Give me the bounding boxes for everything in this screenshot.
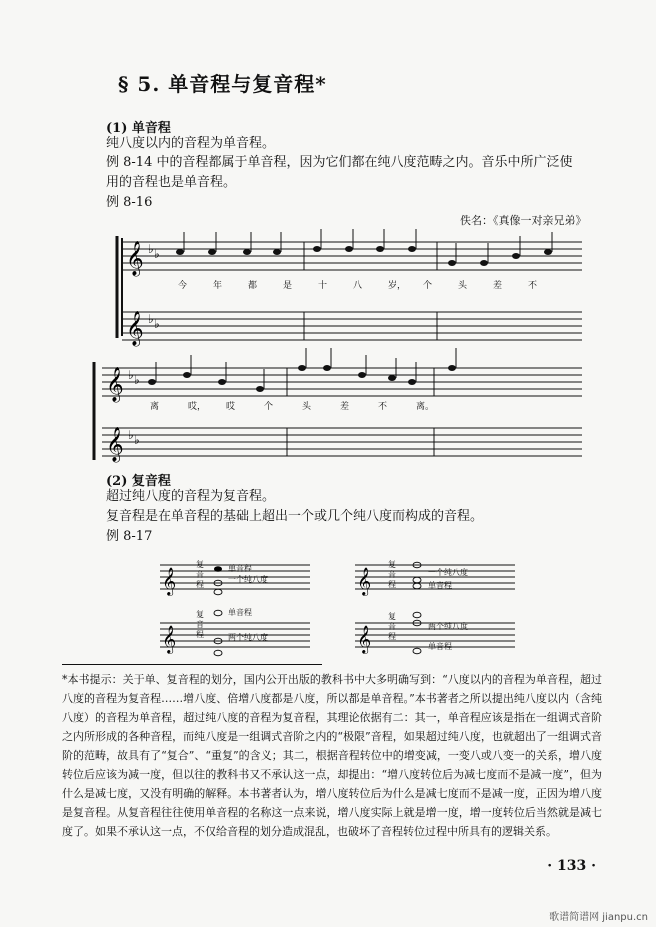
lyric-syllable: 年: [213, 281, 223, 291]
heading-compound-interval: (2) 复音程: [106, 474, 171, 489]
notehead: [358, 372, 366, 378]
svg-text:𝄞: 𝄞: [357, 567, 372, 595]
ex1-label-a: 单音程: [228, 564, 252, 573]
paragraph-simple-line1: 例 8-14 中的音程都属于单音程，因为它们都在纯八度范畴之内。音乐中所广泛使: [106, 155, 573, 170]
notehead: [148, 379, 156, 385]
footnote: *本书提示：关于单、复音程的划分，国内公开出版的教科书中大多明确写到：“八度以内的音程为单音程，超过八度的音程为复音程……增八度、倍增八度都是八度，所以都是单音程。”本书著者之所以提出纯八度以内（含纯八度）的音程为单音程，超过纯八度的音程为复音程，其理论依据有二：其一，单音程应该是指在一组调式音阶之内所形成的各种音程，而纯八度是一组调式音阶之内的“极限”音程，如果超过纯八度，也就超出了一组调式音阶的范畴，故具有了“复合”、“重复”的含义；其二，根据音程转位中的增变减，一变八或八变一的关系，增八度转位后应该为减一度，但以往的教科书又不承认这一点，却提出：“增八度转位后为减七度而不是减一度”，但为什么是减七度，又没有明确的解释。本书著者认为，增八度转位后为什么是减七度而不是减一度，正因为增八度是复音程。从复音程往往使用单音程的名称这一点来说，增八度实际上就是增一度，增一度转位后当然就是减七度了。如果不承认这一点，不仅给音程的划分造成混乱，也破坏了音程转位过程中所具有的逻辑关系。: [62, 673, 602, 838]
treble-clef-icon: 𝄞: [106, 427, 124, 462]
ex4-side-label: 复 音 程: [388, 612, 396, 641]
heading-simple-interval: (1) 单音程: [106, 121, 171, 136]
ex4-label-a: 两个纯八度: [428, 622, 468, 631]
lyric-syllable: 都: [248, 281, 258, 291]
ex3-side-label: 复 音 程: [196, 610, 204, 639]
notehead: [183, 372, 191, 378]
ex4-label-b: 单音程: [428, 642, 452, 651]
notehead: [544, 249, 552, 255]
paragraph-simple-def: 纯八度以内的音程为单音程。: [106, 136, 276, 151]
lyric-syllable: 八: [353, 281, 363, 291]
svg-text:♭: ♭: [148, 242, 154, 256]
page-number: · 133 ·: [547, 858, 596, 874]
notehead: [512, 253, 520, 259]
lyric-syllable: 个: [423, 281, 433, 291]
notehead: [208, 249, 216, 255]
score-example-8-16: [106, 228, 592, 462]
lyric-syllable: 离。: [416, 402, 435, 412]
lyric-syllable: 差: [493, 281, 503, 291]
notehead: [480, 260, 488, 266]
lyric-syllable: 哎: [226, 402, 236, 412]
lyric-syllable: 头: [302, 402, 312, 412]
watermark: 歌谱简谱网 jianpu.cn: [549, 912, 648, 923]
treble-clef-icon: 𝄞: [126, 311, 144, 346]
ex2-label-a: 一个纯八度: [428, 568, 468, 577]
notehead: [323, 365, 331, 371]
notehead: [313, 246, 321, 252]
paragraph-compound-def: 超过纯八度的音程为复音程。: [106, 489, 276, 504]
score-example-8-17: [160, 555, 600, 665]
lyric-syllable: 岁，: [388, 281, 407, 291]
notehead: [298, 365, 306, 371]
lyric-syllable: 离: [150, 402, 160, 412]
lyric-syllable: 是: [283, 281, 293, 291]
lyric-syllable: 不: [528, 281, 538, 291]
footnote-divider: [62, 664, 322, 665]
ex3-label-b: 两个纯八度: [228, 633, 268, 642]
lyric-syllable: 差: [340, 402, 350, 412]
ex1-side-label: 复 音 程: [196, 560, 204, 589]
svg-text:𝄞: 𝄞: [357, 625, 372, 653]
notehead: [256, 386, 264, 392]
svg-text:♭: ♭: [128, 368, 134, 382]
notehead: [448, 260, 456, 266]
svg-text:♭: ♭: [154, 317, 160, 331]
notehead: [408, 246, 416, 252]
ex3-label-a: 单音程: [228, 608, 252, 617]
lyric-syllable: 哎，: [188, 402, 207, 412]
ex2-side-label: 复 音 程: [388, 560, 396, 589]
svg-text:♭: ♭: [134, 373, 140, 387]
example-label-8-17: 例 8-17: [106, 529, 153, 544]
notehead: [388, 375, 396, 381]
treble-clef-icon: 𝄞: [106, 367, 124, 402]
svg-text:𝄞: 𝄞: [162, 567, 177, 595]
lyric-syllable: 头: [458, 281, 468, 291]
notehead: [408, 379, 416, 385]
notehead: [345, 246, 353, 252]
lyric-syllable: 今: [178, 281, 188, 291]
svg-text:♭: ♭: [148, 312, 154, 326]
ex2-label-b: 单音程: [428, 581, 452, 590]
section-title: § 5. 单音程与复音程*: [118, 72, 327, 96]
notehead: [376, 246, 384, 252]
notehead: [273, 249, 281, 255]
ex1-label-b: 一个纯八度: [228, 575, 268, 584]
svg-text:𝄞: 𝄞: [162, 625, 177, 653]
example-label-8-16: 例 8-16: [106, 195, 153, 210]
lyric-syllable: 个: [264, 402, 274, 412]
notehead: [218, 379, 226, 385]
song-credit: 佚名：《真像一对亲兄弟》: [460, 214, 587, 227]
lyric-syllable: 不: [378, 402, 388, 412]
svg-text:♭: ♭: [128, 428, 134, 442]
paragraph-compound-desc: 复音程是在单音程的基础上超出一个或几个纯八度而构成的音程。: [106, 509, 484, 524]
lyric-syllable: 十: [318, 281, 328, 291]
notehead: [243, 249, 251, 255]
paragraph-simple-line2: 用的音程也是单音程。: [106, 175, 237, 190]
treble-clef-icon: 𝄞: [126, 241, 144, 276]
svg-text:♭: ♭: [134, 433, 140, 447]
notehead: [176, 249, 184, 255]
svg-text:♭: ♭: [154, 247, 160, 261]
notehead: [448, 365, 456, 371]
